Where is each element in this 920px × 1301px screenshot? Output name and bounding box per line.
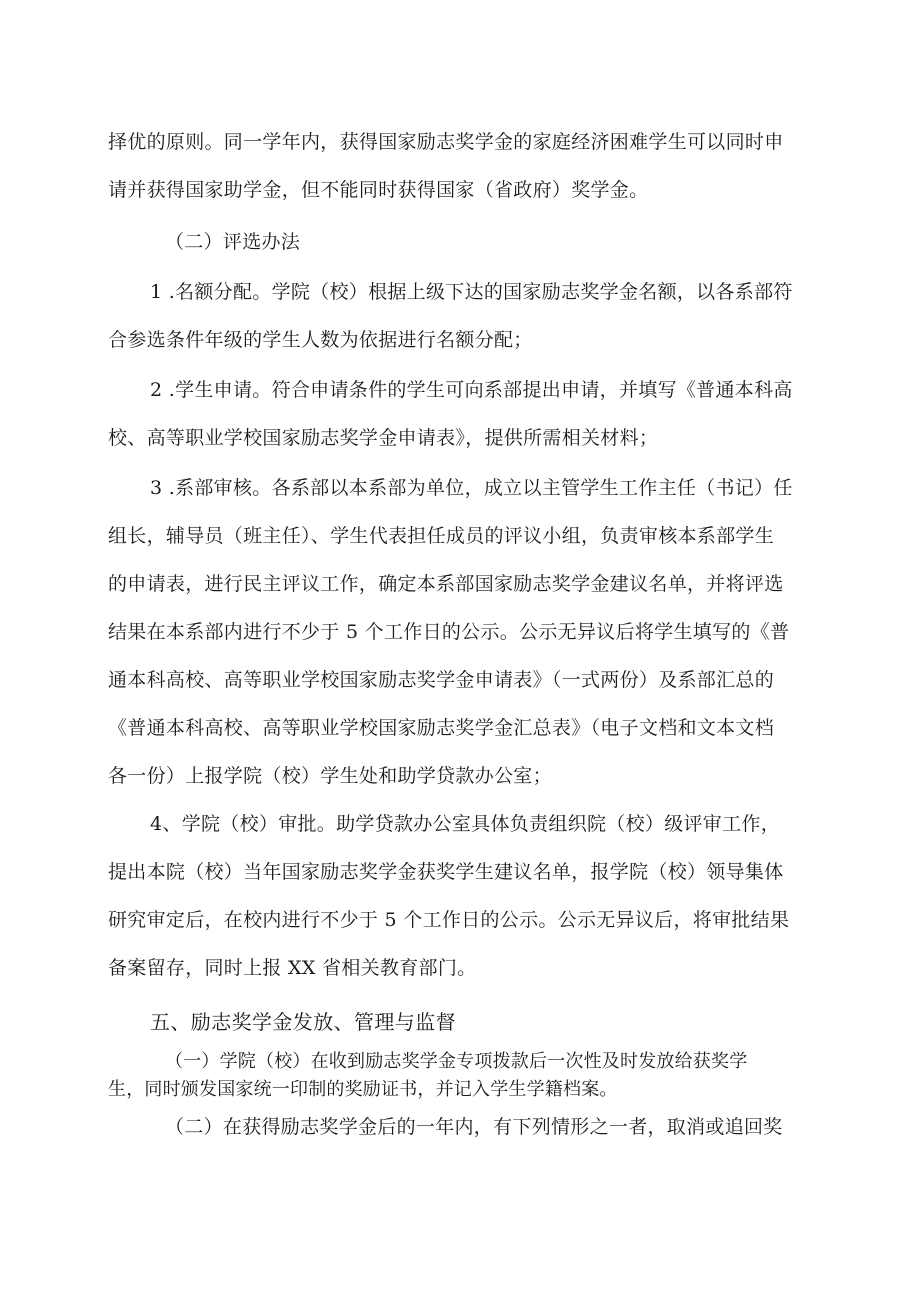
list-item-quota-allocation: 1 .名额分配。学院（校）根据上级下达的国家励志奖学金名额，以各系部符	[150, 281, 793, 303]
paragraph-line: 结果在本系部内进行不少于 5 个工作日的公示。公示无异议后将学生填写的《普	[108, 621, 790, 643]
list-item-department-review: 3 .系部审核。各系部以本系部为单位，成立以主管学生工作主任（书记）任	[150, 477, 793, 499]
paragraph-line: 备案留存，同时上报 XX 省相关教育部门。	[108, 957, 477, 979]
list-item-school-approval: 4、学院（校）审批。助学贷款办公室具体负责组织院（校）级评审工作，	[150, 813, 780, 835]
paragraph-line: 的申请表，进行民主评议工作，确定本系部国家励志奖学金建议名单，并将评选	[108, 573, 784, 595]
paragraph-line: 研究审定后，在校内进行不少于 5 个工作日的公示。公示无异议后，将审批结果	[108, 909, 790, 931]
list-item-revocation: （二）在获得励志奖学金后的一年内，有下列情形之一者，取消或追回奖	[165, 1116, 783, 1138]
section-heading-disbursement: 五、励志奖学金发放、管理与监督	[150, 1010, 456, 1034]
list-item-disbursement: （一）学院（校）在收到励志奖学金专项拨款后一次性及时发放给获奖学	[165, 1051, 748, 1072]
paragraph-line: 合参选条件年级的学生人数为依据进行名额分配；	[108, 329, 533, 351]
paragraph-line: 通本科高校、高等职业学校国家励志奖学金申请表》（一式两份）及系部汇总的	[108, 669, 775, 691]
paragraph-line: 各一份）上报学院（校）学生处和助学贷款办公室；	[108, 765, 552, 787]
paragraph-line: 组长，辅导员（班主任）、学生代表担任成员的评议小组，负责审核本系部学生	[108, 525, 775, 547]
paragraph-line: 提出本院（校）当年国家励志奖学金获奖学生建议名单，报学院（校）领导集体	[108, 861, 784, 883]
list-item-student-application: 2 .学生申请。符合申请条件的学生可向系部提出申请，并填写《普通本科高	[150, 379, 793, 401]
paragraph-line: 校、高等职业学校国家励志奖学金申请表》，提供所需相关材料；	[108, 427, 659, 449]
paragraph-line: 生，同时颁发国家统一印制的奖励证书，并记入学生学籍档案。	[108, 1079, 618, 1100]
paragraph-line: 请并获得国家助学金，但不能同时获得国家（省政府）奖学金。	[108, 179, 649, 201]
section-heading-selection-method: （二）评选办法	[165, 231, 301, 253]
paragraph-line: 择优的原则。同一学年内，获得国家励志奖学金的家庭经济困难学生可以同时申	[108, 131, 784, 153]
paragraph-line: 《普通本科高校、高等职业学校国家励志奖学金汇总表》（电子文档和文本文档	[108, 717, 775, 739]
